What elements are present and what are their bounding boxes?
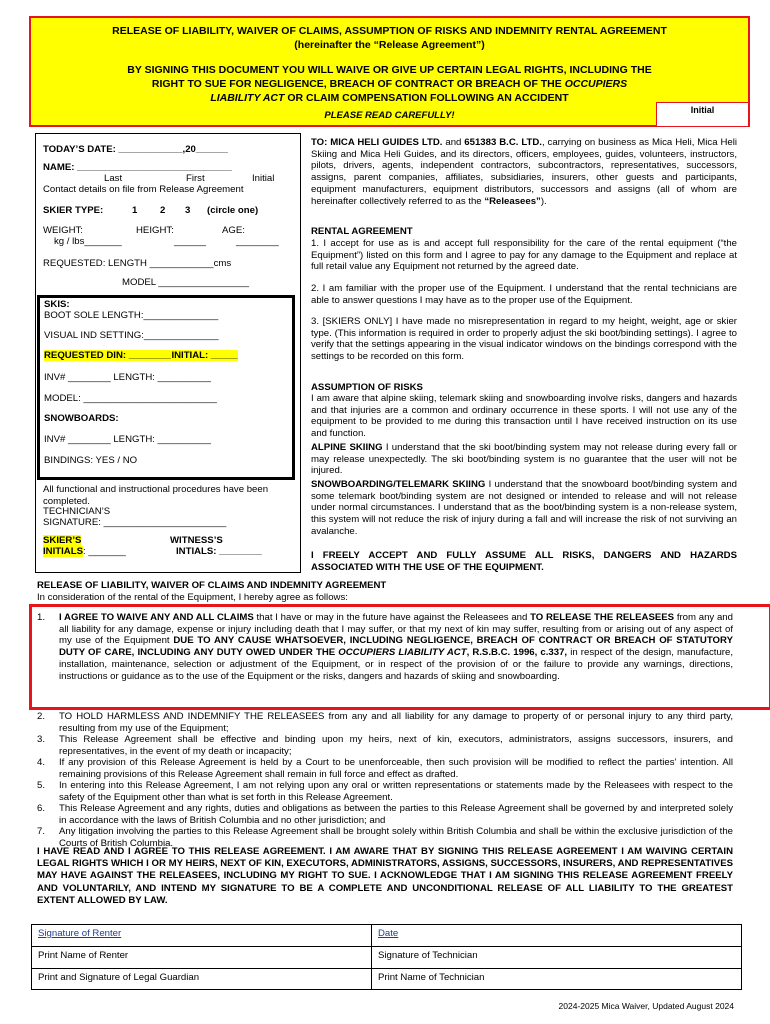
renter-print-name-field[interactable]: Print Name of Renter [38, 950, 129, 961]
requested-length-field[interactable]: REQUESTED: LENGTH ____________cms [43, 258, 232, 269]
release-clause-1: 1. I AGREE TO WAIVE ANY AND ALL CLAIMS that I have or may in the future have against the Releasees and TO RELEASE THE RELEASEES from any and all liability for any damage, expense or injury including death that I may suffer, or that my next of kin may suffer, resulting from or arising out of any aspect of my use of the Equipment DUE TO ANY CAUSE WHATSOEVER, INCLUDING NEGLIGENCE, BREACH OF CONTRACT OR BREACH OF STATUTORY DUTY OF CARE, INCLUDING ANY DUTY OWED UNDER THE OCCUPIERS LIABILITY ACT, R.S.B.C. 1996, c.337, in respect of the design, manufacture, installation, maintenance, selection or adjustment of the Equipment, or in respect of the provision of or the failure to provide any warnings, directions, instructions or guidance as to the use of the Equipment or the risks, dangers and hazards of skiing and snowboarding. [37, 612, 733, 682]
warning-line-1: BY SIGNING THIS DOCUMENT YOU WILL WAIVE OR GIVE UP CERTAIN LEGAL RIGHTS, INCLUDING THE [127, 64, 652, 76]
ski-model-field[interactable]: MODEL: _________________________ [44, 393, 217, 404]
skiers-initials-field[interactable]: INITIALS: _______ [43, 546, 126, 557]
skier-type-2[interactable]: 2 [160, 205, 166, 216]
model-field[interactable]: MODEL _________________ [122, 277, 250, 288]
footer-version: 2024-2025 Mica Waiver, Updated August 2024 [558, 1001, 734, 1011]
name-last-label: Last [104, 173, 123, 184]
release-clause-2: 2. TO HOLD HARMLESS AND INDEMNIFY THE RELEASEES from any and all liability for any damage to property of or personal injury to any third party, resulting from my use of the Equipment; [37, 711, 733, 734]
warning-line-2: RIGHT TO SUE FOR NEGLIGENCE, BREACH OF CONTRACT OR BREACH OF THE OCCUPIERS [151, 78, 628, 90]
age-label: AGE: [222, 225, 245, 236]
witness-initials-field[interactable]: INTIALS: ________ [176, 546, 262, 557]
agreement-title: RELEASE OF LIABILITY, WAIVER OF CLAIMS, ASSUMPTION OF RISKS AND INDEMNITY RENTAL AGREEMENT [112, 25, 667, 37]
skis-heading: SKIS: [44, 299, 70, 310]
todays-date-field[interactable]: TODAY’S DATE: ____________,20______ [43, 144, 228, 155]
final-acknowledgement: I HAVE READ AND I AGREE TO THIS RELEASE AGREEMENT. I AM AWARE THAT BY SIGNING THIS RELEASE AGREEMENT I AM WAIVING CERTAIN LEGAL RIGHTS WHICH I OR MY HEIRS, NEXT OF KIN, EXECUTORS, ADMINISTRATORS, ASSIGNS, SUCCESSORS, INSURERS, AND REPRESENTATIVES MAY HAVE AGAINST THE RELEASEES, INCLUDING MY RIGHT TO SUE. I ACKNOWLEDGE THAT I AM SIGNING THIS RELEASE AGREEMENT FREELY AND VOLUNTARILY, AND INTEND MY SIGNATURE TO BE A COMPLETE AND UNCONDITIONAL RELEASE OF ALL LIABILITY TO THE GREATEST EXTENT ALLOWED BY LAW. [37, 846, 733, 906]
warning-line-3: LIABILITY ACT OR CLAIM COMPENSATION FOLLOWING AN ACCIDENT [210, 92, 569, 104]
releasees-definition: TO: MICA HELI GUIDES LTD. and 651383 B.C. LTD., carrying on business as Mica Heli, Mica Heli Skiing and Mica Heli Guides, and its directors, officers, employees, guides, volunteers, instructors, pilots, drivers, agents, independent contractors, subcontractors, representatives, successors, assigns, parent companies, affiliates, subsidiaries, insurers, other guests and participants, equipment manufacturers, equipment distributors, successors and assigns (all of whom are hereinafter collectively referred to as the “Releasees”). [311, 137, 738, 207]
release-clause-5: 5. In entering into this Release Agreement, I am not relying upon any oral or written representations or statements made by the Releasees with respect to the safety of the Equipment other than what is set forth in this Release Agreement. [37, 780, 733, 803]
weight-label: WEIGHT: [43, 225, 83, 236]
snowboarding-text: SNOWBOARDING/TELEMARK SKIING I understand that the snowboard boot/binding system and some telemark boot/binding system are not designed or intended to release and will not release under normal circumstances. I understand that as the boot/binding system is a non-release system, this system will not reduce the risk of injury during a fall and will increase the risk of not surviving an avalanche. [311, 479, 737, 537]
visual-ind-setting-field[interactable]: VISUAL IND SETTING:______________ [44, 330, 219, 341]
technician-signature-field[interactable]: SIGNATURE: _______________________ [43, 517, 227, 528]
skier-type-3[interactable]: 3 [185, 205, 191, 216]
signature-table [31, 924, 742, 990]
renter-signature-field[interactable]: Signature of Renter [38, 928, 122, 939]
skier-type-label: SKIER TYPE: [43, 205, 104, 216]
height-label: HEIGHT: [136, 225, 174, 236]
name-initial-label: Initial [252, 173, 275, 184]
release-clause-3: 3. This Release Agreement shall be effective and binding upon my heirs, next of kin, executors, administrators, assigns successors, insurers, and representatives, in the event of my death or incapacity; [37, 734, 733, 757]
equipment-box [37, 295, 295, 480]
contact-details-note: Contact details on file from Release Agreement [43, 184, 244, 195]
accept-risks-statement: I FREELY ACCEPT AND FULLY ASSUME ALL RISKS, DANGERS AND HAZARDS ASSOCIATED WITH THE USE OF THE EQUIPMENT. [311, 550, 737, 573]
name-first-label: First [186, 173, 205, 184]
snowboards-heading: SNOWBOARDS: [44, 413, 119, 424]
procedures-note: All functional and instructional procedures have been completed. [43, 484, 269, 507]
read-carefully: PLEASE READ CAREFULLY! [324, 110, 455, 121]
release-clause-4: 4. If any provision of this Release Agreement is held by a Court to be unenforceable, then such provision will be modified to reflect the parties’ intention. All remaining provisions of this Release Agreement shall remain in full force and effect as drafted. [37, 757, 733, 780]
release-intro: In consideration of the rental of the Equipment, I hereby agree as follows: [37, 592, 348, 603]
release-heading: RELEASE OF LIABILITY, WAIVER OF CLAIMS AND INDEMNITY AGREEMENT [37, 580, 387, 591]
rental-clause-1: 1. I accept for use as is and accept full responsibility for the care of the rental equipment (“the Equipment”) listed on this form and I agree to pay for any damage to the Equipment and replace at full retail value any Equipment not returned by the agreed date. [311, 238, 737, 273]
assumption-text: I am aware that alpine skiing, telemark skiing and snowboarding involve risks, dangers and hazards and that injuries are a common and ordinary occurrence in these sports. I will not use any of the equipment to be provided to me during this transaction until I have received instruction on its use and function. [311, 393, 737, 440]
bindings-field[interactable]: BINDINGS: YES / NO [44, 455, 138, 466]
guardian-signature-field[interactable]: Print and Signature of Legal Guardian [38, 972, 200, 983]
initial-label: Initial [690, 105, 715, 115]
requested-din-field[interactable]: REQUESTED DIN: ________INITIAL: _____ [44, 350, 238, 361]
rental-agreement-heading: RENTAL AGREEMENT [311, 226, 413, 237]
skiers-label: SKIER’S [43, 535, 82, 546]
technician-print-name-field[interactable]: Print Name of Technician [378, 972, 485, 983]
assumption-heading: ASSUMPTION OF RISKS [311, 382, 423, 393]
agreement-subtitle: (hereinafter the “Release Agreement”) [294, 39, 485, 51]
name-field[interactable]: NAME: _____________________________ [43, 162, 232, 173]
weight-field[interactable]: kg / lbs_______ [54, 236, 122, 247]
alpine-skiing-text: ALPINE SKIING I understand that the ski boot/binding system may not release during every fall or may release unexpectedly. The ski boot/binding system is no guarantee that the user will not be injured. [311, 442, 737, 477]
height-field[interactable]: ______ [174, 236, 207, 247]
snowboard-inv-length-field[interactable]: INV# ________ LENGTH: __________ [44, 434, 211, 445]
witness-label: WITNESS’S [170, 535, 223, 546]
age-field[interactable]: ________ [236, 236, 279, 247]
initial-field[interactable] [656, 102, 748, 126]
ski-inv-length-field[interactable]: INV# ________ LENGTH: __________ [44, 372, 211, 383]
rental-clause-2: 2. I am familiar with the proper use of the Equipment. I understand that the rental technicians are able to answer questions I may have as to the proper use of the Equipment. [311, 283, 737, 306]
skier-type-1[interactable]: 1 [132, 205, 138, 216]
header-warning-box [29, 16, 750, 127]
rental-clause-3: 3. [SKIERS ONLY] I have made no misrepresentation in regard to my height, weight, age or skier type. (This information is required in order to properly adjust the ski boot/binding settings). I agree to verify that the settings appearing in the visual indicator windows on the bindings correspond with the settings to be recorded on this form. [311, 316, 737, 363]
boot-sole-length-field[interactable]: BOOT SOLE LENGTH:______________ [44, 310, 219, 321]
release-clause-7: 7. Any litigation involving the parties to this Release Agreement shall be brought solely within British Columbia and shall be within the exclusive jurisdiction of the Courts of British Columbia. [37, 826, 733, 849]
date-field[interactable]: Date [378, 928, 399, 939]
technician-signature-field-bottom[interactable]: Signature of Technician [378, 950, 478, 961]
technicians-label: TECHNICIAN’S [43, 506, 111, 517]
circle-one-note: (circle one) [207, 205, 259, 216]
release-clause-6: 6. This Release Agreement and any rights, duties and obligations as between the parties to this Release Agreement shall be governed by and interpreted solely in accordance with the laws of British Columbia and no other jurisdiction; and [37, 803, 733, 826]
